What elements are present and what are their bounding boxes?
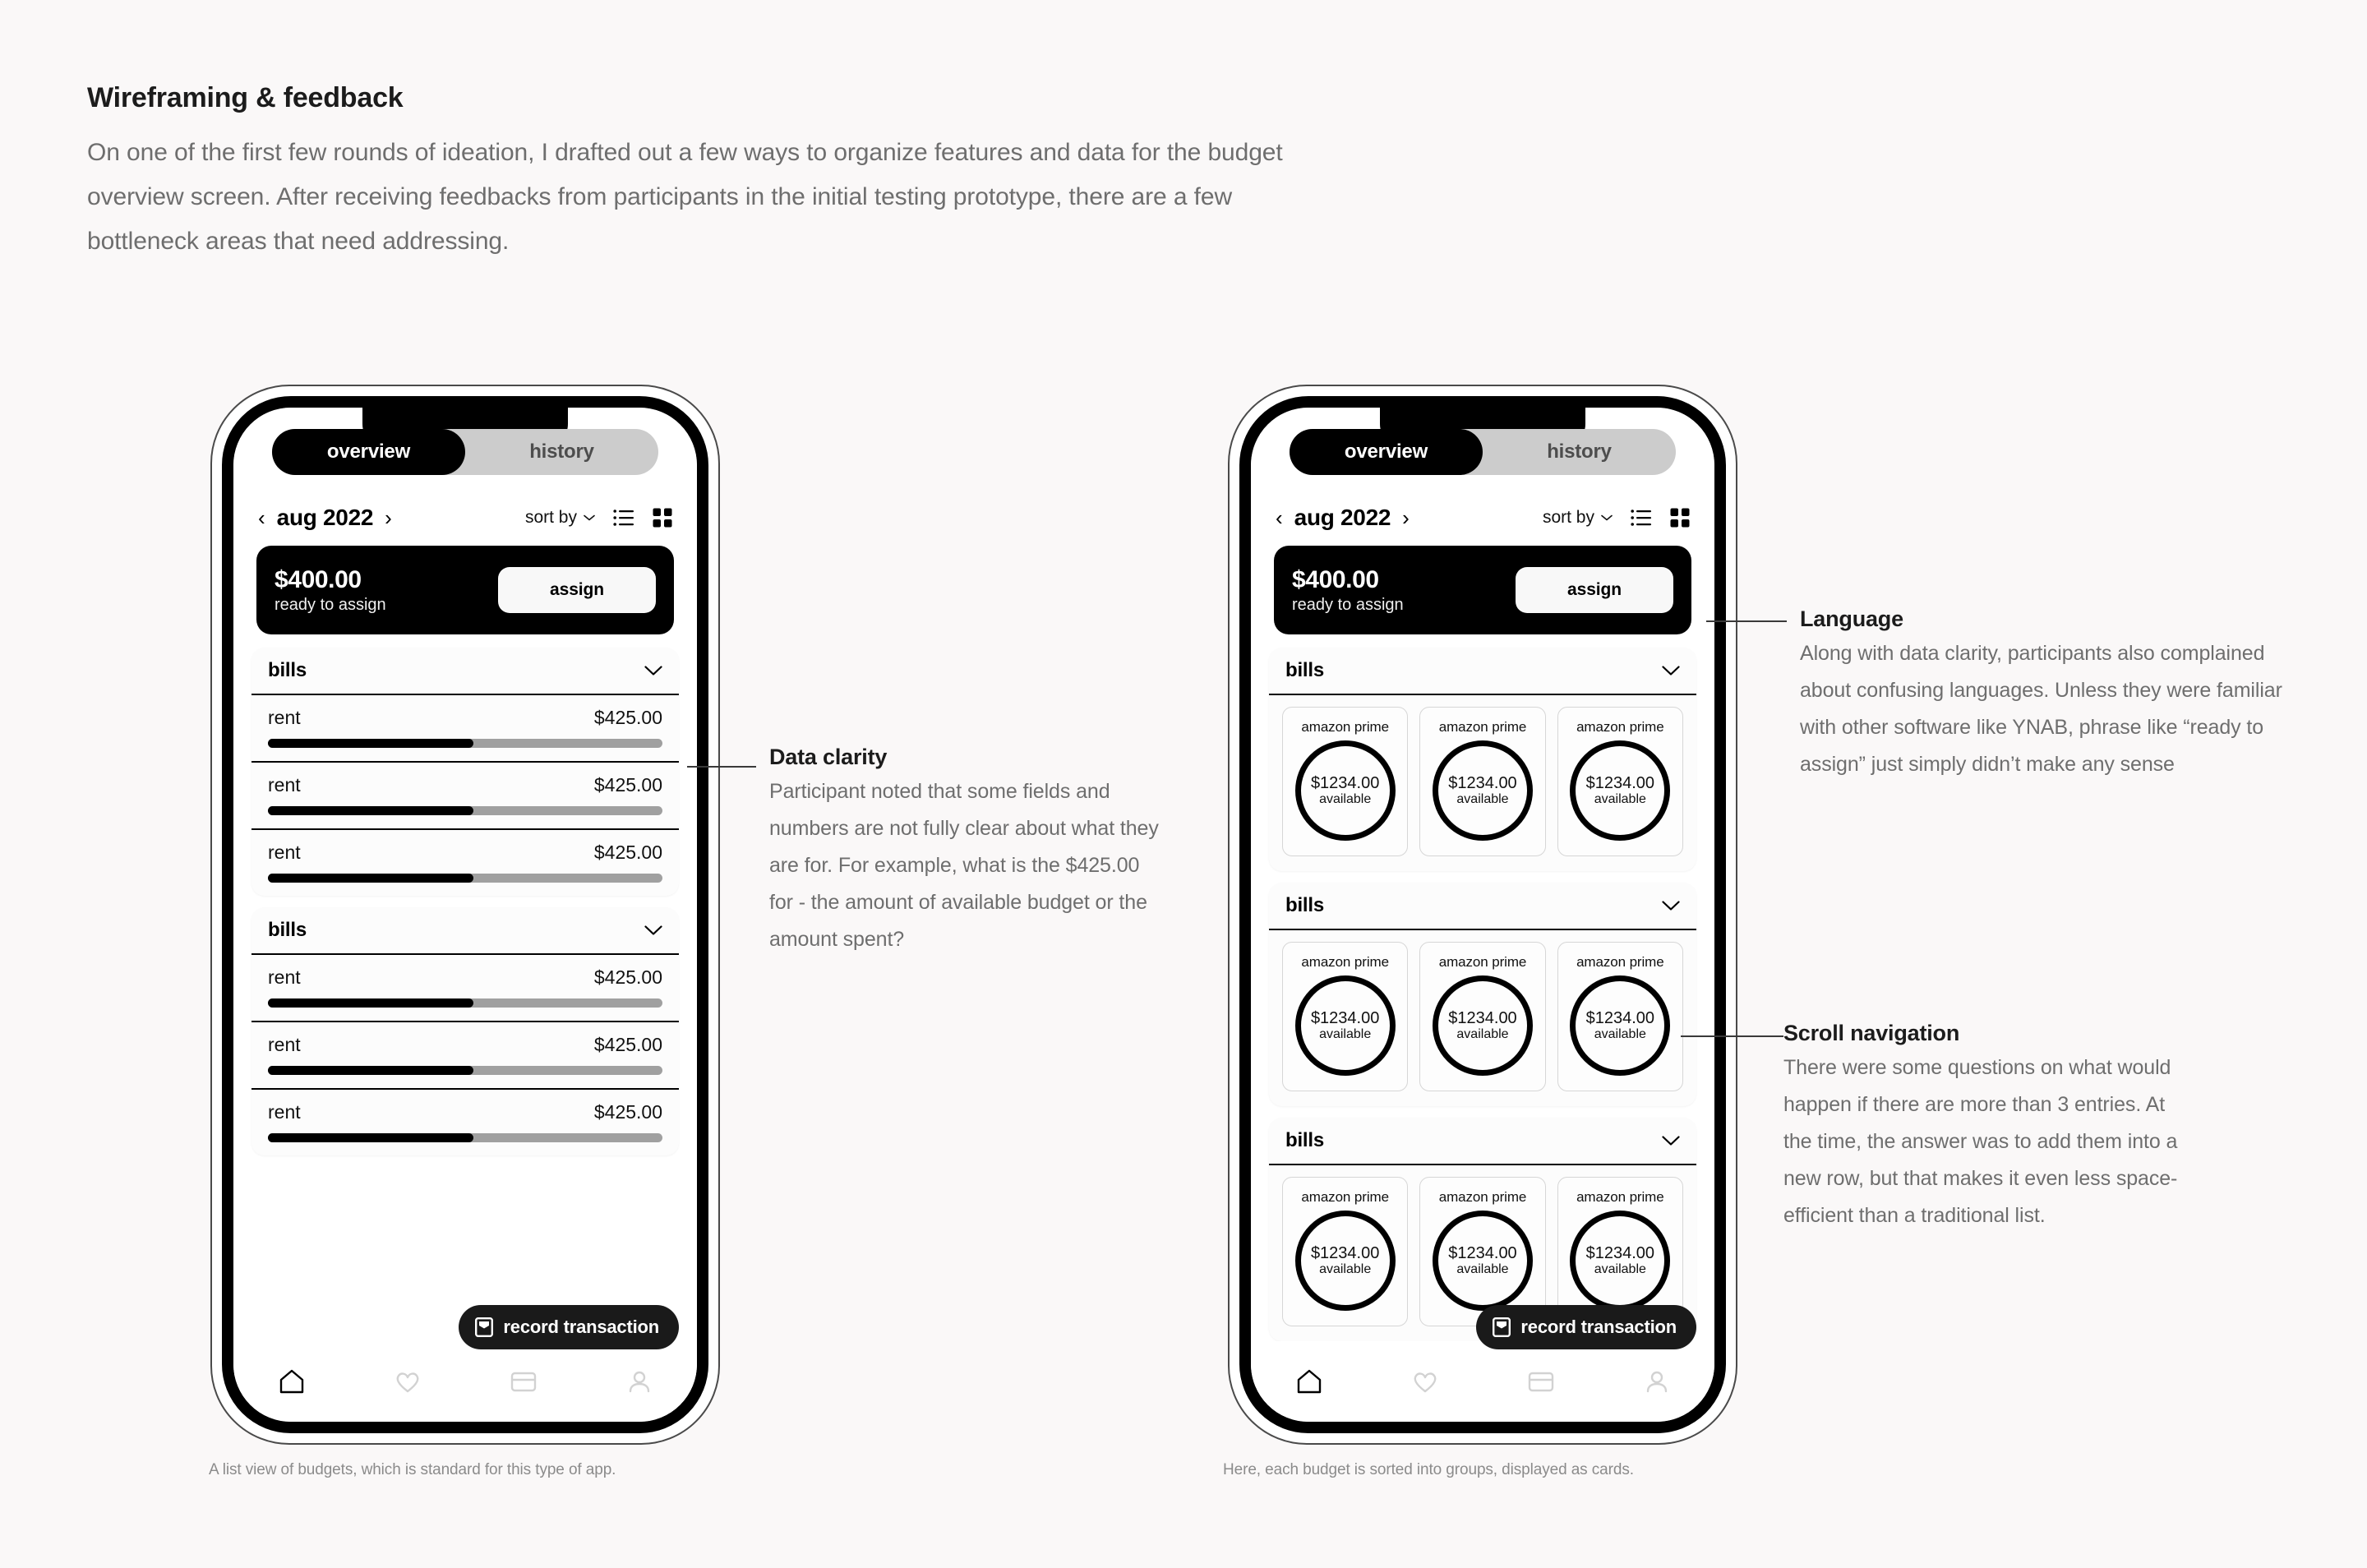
budget-card-label: amazon prime <box>1438 1189 1527 1205</box>
ready-to-assign-text <box>1292 566 1404 615</box>
chevron-left-icon[interactable]: ‹ <box>1276 505 1283 530</box>
ready-to-assign-label: ready to assign <box>1292 595 1404 614</box>
budget-row-amount: $425.00 <box>593 842 662 863</box>
chevron-left-icon[interactable]: ‹ <box>258 505 265 530</box>
budget-group <box>251 648 679 896</box>
receipt-icon <box>475 1317 493 1337</box>
annotation-data-clarity <box>769 745 1162 958</box>
budget-group-header[interactable] <box>1269 883 1696 930</box>
budget-card-circle <box>1433 1211 1533 1311</box>
progress-bar-fill <box>268 1133 473 1142</box>
annotation-title: Language <box>1800 606 1903 631</box>
phone-screen-list <box>233 408 697 1422</box>
budget-group-title: bills <box>1285 894 1325 916</box>
leader-line-data-clarity <box>687 766 756 768</box>
bottom-nav-bar <box>1251 1341 1714 1422</box>
budget-group-header[interactable] <box>251 907 679 955</box>
tab-history[interactable]: history <box>1547 440 1612 463</box>
budget-group-header[interactable] <box>1269 1118 1696 1165</box>
budget-card-label: amazon prime <box>1576 719 1664 735</box>
progress-bar-track <box>268 1133 662 1142</box>
budget-card[interactable] <box>1282 942 1408 1091</box>
budget-card-circle <box>1295 975 1396 1076</box>
budget-card-circle <box>1570 1211 1670 1311</box>
budget-card[interactable] <box>1419 1177 1545 1326</box>
budget-card-row <box>1269 930 1696 1106</box>
phone-bezel <box>1239 396 1726 1433</box>
nav-home-icon[interactable] <box>275 1365 308 1398</box>
budget-row-amount: $425.00 <box>593 1034 662 1055</box>
chevron-right-icon[interactable]: › <box>1402 505 1410 530</box>
budget-card-sub: available <box>1456 1261 1509 1276</box>
annotation-language <box>1800 606 2285 783</box>
record-transaction-label: record transaction <box>1520 1317 1677 1337</box>
segmented-tabs[interactable] <box>1290 429 1676 475</box>
budget-card-label: amazon prime <box>1301 719 1389 735</box>
ready-to-assign-card <box>256 546 674 634</box>
budget-card-amount: $1234.00 <box>1310 1008 1380 1027</box>
nav-card-icon[interactable] <box>507 1365 540 1398</box>
budget-row[interactable] <box>251 763 679 830</box>
progress-bar-track <box>268 1066 662 1075</box>
progress-bar-fill <box>268 874 473 883</box>
ready-to-assign-text <box>275 566 386 615</box>
progress-bar-track <box>268 874 662 883</box>
month-toolbar <box>1276 498 1690 537</box>
budget-card-circle <box>1295 1211 1396 1311</box>
budget-card-amount: $1234.00 <box>1585 773 1655 792</box>
budget-card-amount: $1234.00 <box>1448 773 1517 792</box>
record-transaction-button[interactable] <box>1476 1305 1696 1349</box>
receipt-icon <box>1493 1317 1511 1337</box>
ready-to-assign-amount: $400.00 <box>275 565 362 593</box>
sort-by-button[interactable] <box>525 508 595 528</box>
budget-card-amount: $1234.00 <box>1585 1008 1655 1027</box>
budget-row-amount: $425.00 <box>593 774 662 796</box>
chevron-down-icon <box>1601 514 1613 521</box>
chevron-down-icon[interactable] <box>1662 666 1680 676</box>
month-label: aug 2022 <box>276 505 374 530</box>
budget-card-amount: $1234.00 <box>1585 1243 1655 1262</box>
view-controls <box>1543 508 1690 528</box>
budget-card-label: amazon prime <box>1301 954 1389 970</box>
budget-card[interactable] <box>1557 942 1683 1091</box>
budget-card[interactable] <box>1282 1177 1408 1326</box>
leader-line-language <box>1706 620 1787 622</box>
budget-group-title: bills <box>268 919 307 941</box>
budget-card-row <box>1269 695 1696 871</box>
budget-card-circle <box>1570 740 1670 841</box>
annotation-scroll-navigation <box>1783 1021 2194 1234</box>
budget-group-title: bills <box>1285 1129 1325 1151</box>
progress-bar-track <box>268 998 662 1008</box>
budget-card-sub: available <box>1319 1261 1372 1276</box>
sort-by-label: sort by <box>1542 508 1594 527</box>
budget-card-label: amazon prime <box>1576 1189 1664 1205</box>
budget-group-header[interactable] <box>251 648 679 695</box>
progress-bar-fill <box>268 806 473 815</box>
phone-screen-cards <box>1251 408 1714 1422</box>
annotation-body: Participant noted that some fields and numbers are not fully clear about what they are for. For example, what is the $425.00 for - the amount of available budget or the amount spent? <box>769 780 1159 951</box>
list-view-icon[interactable] <box>613 509 634 527</box>
budget-card-sub: available <box>1456 1026 1509 1041</box>
month-toolbar <box>258 498 672 537</box>
progress-bar-fill <box>268 739 473 748</box>
record-transaction-label: record transaction <box>503 1317 659 1337</box>
progress-bar-fill <box>268 1066 473 1075</box>
progress-bar-track <box>268 806 662 815</box>
budget-card[interactable] <box>1282 707 1408 856</box>
assign-button[interactable]: assign <box>498 567 656 613</box>
budget-card-circle <box>1433 740 1533 841</box>
page-title: Wireframing & feedback <box>87 82 404 113</box>
budget-row-name: rent <box>268 966 301 988</box>
budget-card[interactable] <box>1557 1177 1683 1326</box>
ready-to-assign-card <box>1274 546 1691 634</box>
budget-group <box>1269 648 1696 871</box>
record-transaction-button[interactable] <box>459 1305 679 1349</box>
nav-heart-icon[interactable] <box>391 1365 424 1398</box>
sort-by-label: sort by <box>524 508 577 527</box>
budget-row-amount: $425.00 <box>593 1101 662 1123</box>
budget-card-amount: $1234.00 <box>1310 1243 1380 1262</box>
tab-overview[interactable]: overview <box>272 429 465 475</box>
progress-bar-fill <box>268 998 473 1008</box>
list-view-icon[interactable] <box>1631 509 1652 527</box>
grid-view-icon[interactable] <box>1670 508 1690 528</box>
nav-person-icon[interactable] <box>1640 1365 1673 1398</box>
ready-to-assign-amount: $400.00 <box>1292 565 1379 593</box>
budget-row[interactable] <box>251 955 679 1022</box>
budget-card-sub: available <box>1594 1026 1646 1041</box>
ready-to-assign-label: ready to assign <box>275 595 386 614</box>
budget-row-name: rent <box>268 707 301 728</box>
annotation-title: Scroll navigation <box>1783 1021 1960 1045</box>
grid-view-icon[interactable] <box>653 508 672 528</box>
chevron-right-icon[interactable]: › <box>385 505 392 530</box>
chevron-down-icon[interactable] <box>644 925 662 936</box>
month-nav <box>258 505 392 531</box>
intro-section <box>87 82 1287 264</box>
budget-card-label: amazon prime <box>1576 954 1664 970</box>
chevron-down-icon <box>584 514 595 521</box>
tab-overview[interactable]: overview <box>1290 429 1483 475</box>
budget-row-amount: $425.00 <box>593 966 662 988</box>
budget-card-circle <box>1570 975 1670 1076</box>
budget-card-sub: available <box>1456 791 1509 806</box>
chevron-down-icon[interactable] <box>1662 901 1680 911</box>
budget-card-circle <box>1295 740 1396 841</box>
caption-list-view: A list view of budgets, which is standard for this type of app. <box>209 1461 616 1478</box>
budget-row-name: rent <box>268 774 301 796</box>
budget-card-sub: available <box>1319 1026 1372 1041</box>
annotation-title: Data clarity <box>769 745 888 769</box>
budget-card[interactable] <box>1419 942 1545 1091</box>
view-controls <box>525 508 672 528</box>
assign-button[interactable]: assign <box>1516 567 1673 613</box>
budget-card-sub: available <box>1319 791 1372 806</box>
intro-paragraph: On one of the first few rounds of ideation, I drafted out a few ways to organize features and data for the budget overview screen. After receiving feedbacks from participants in the initial testing prototype, there are a few bottleneck areas that need addressing. <box>87 139 1283 255</box>
caption-card-view: Here, each budget is sorted into groups, displayed as cards. <box>1223 1461 1634 1478</box>
budget-group-title: bills <box>1285 659 1325 681</box>
leader-line-scroll-navigation <box>1681 1035 1783 1037</box>
budget-group <box>251 907 679 1155</box>
nav-person-icon[interactable] <box>623 1365 656 1398</box>
budget-card-amount: $1234.00 <box>1310 773 1380 792</box>
budget-row-amount: $425.00 <box>593 707 662 728</box>
budget-card-label: amazon prime <box>1438 954 1527 970</box>
budget-row[interactable] <box>251 830 679 896</box>
budget-card-circle <box>1433 975 1533 1076</box>
budget-row-name: rent <box>268 1101 301 1123</box>
bottom-nav-bar <box>233 1341 697 1422</box>
nav-card-icon[interactable] <box>1525 1365 1557 1398</box>
phone-bezel <box>222 396 708 1433</box>
budget-row-name: rent <box>268 1034 301 1055</box>
progress-bar-track <box>268 739 662 748</box>
annotation-body: There were some questions on what would happen if there are more than 3 entries. At the time, the answer was to add them into a new row, but that makes it even less space-efficient than a traditional list. <box>1783 1056 2178 1227</box>
budget-card-amount: $1234.00 <box>1448 1008 1517 1027</box>
budget-card-label: amazon prime <box>1301 1189 1389 1205</box>
tab-history[interactable]: history <box>529 440 594 463</box>
budget-row[interactable] <box>251 1090 679 1155</box>
sort-by-button[interactable] <box>1543 508 1613 528</box>
budget-card[interactable] <box>1557 707 1683 856</box>
month-label: aug 2022 <box>1294 505 1391 530</box>
budget-group <box>1269 883 1696 1106</box>
budget-card[interactable] <box>1419 707 1545 856</box>
budget-group-title: bills <box>268 659 307 681</box>
budget-row[interactable] <box>251 1022 679 1090</box>
budget-card-label: amazon prime <box>1438 719 1527 735</box>
budget-card-amount: $1234.00 <box>1448 1243 1517 1262</box>
nav-heart-icon[interactable] <box>1409 1365 1442 1398</box>
budget-card-sub: available <box>1594 791 1646 806</box>
nav-home-icon[interactable] <box>1293 1365 1326 1398</box>
budget-row[interactable] <box>251 695 679 763</box>
chevron-down-icon[interactable] <box>1662 1136 1680 1146</box>
segmented-tabs[interactable] <box>272 429 658 475</box>
budget-card-sub: available <box>1594 1261 1646 1276</box>
month-nav <box>1276 505 1410 531</box>
budget-group-header[interactable] <box>1269 648 1696 695</box>
annotation-body: Along with data clarity, participants also complained about confusing languages. Unless they were familiar with other software like YNAB, phrase like “ready to assign” just simply didn’t make any sense <box>1800 642 2282 776</box>
chevron-down-icon[interactable] <box>644 666 662 676</box>
budget-row-name: rent <box>268 842 301 863</box>
